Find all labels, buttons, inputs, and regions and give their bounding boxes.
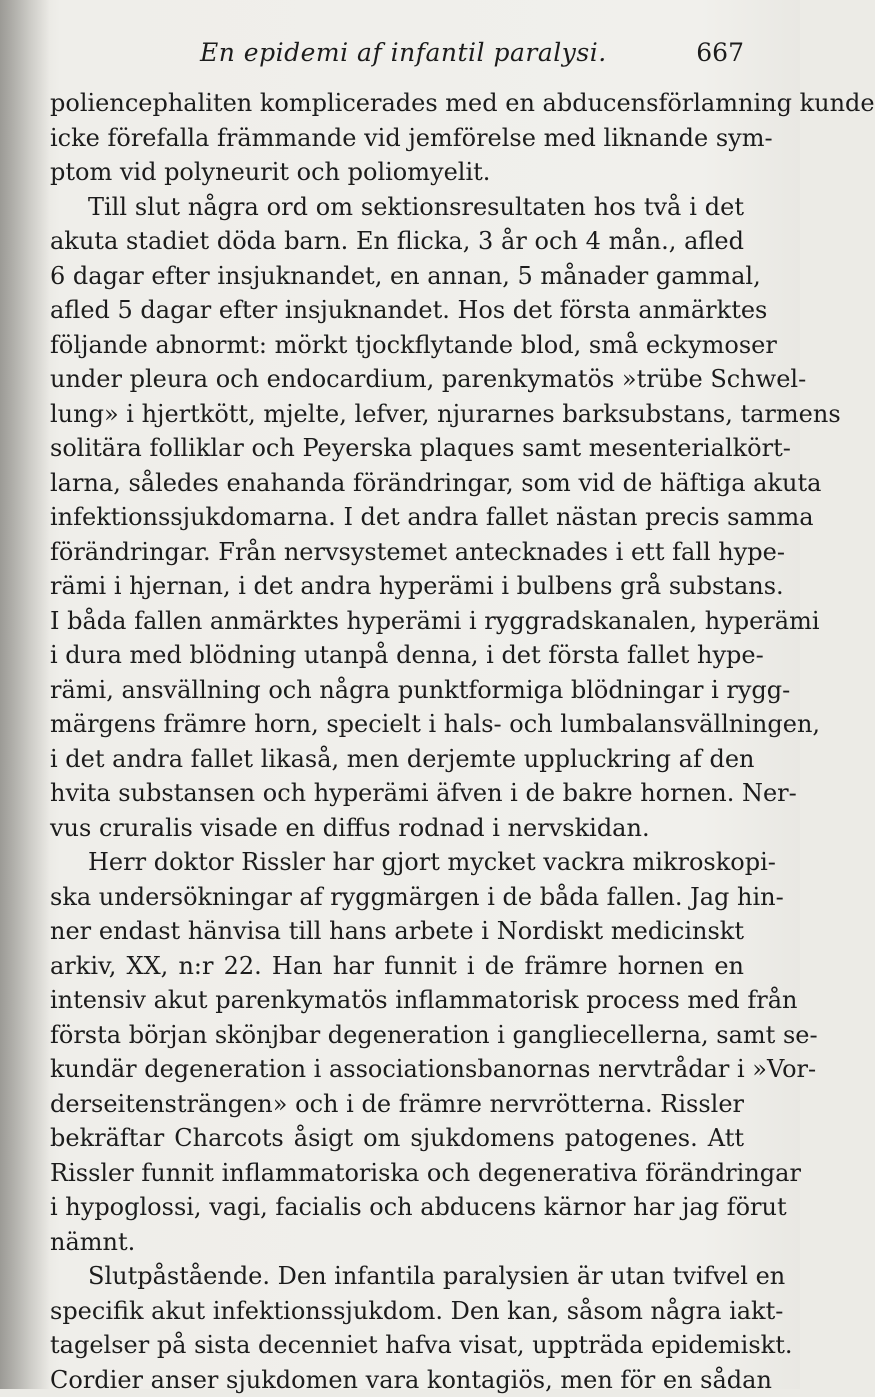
text-line: i dura med blödning utanpå denna, i det första fallet hype- (50, 638, 744, 673)
text-line: solitära folliklar och Peyerska plaques samt mesenterialkört- (50, 431, 744, 466)
text-line: märgens främre horn, specielt i hals- och lumbalansvällningen, (50, 707, 744, 742)
text-line: akuta stadiet döda barn. En flicka, 3 år och 4 mån., afled (50, 224, 744, 259)
text-line: 6 dagar efter insjuknandet, en annan, 5 månader gammal, (50, 259, 744, 294)
text-line: ner endast hänvisa till hans arbete i Nordiskt medicinskt (50, 914, 744, 949)
text-line: kundär degeneration i associationsbanornas nervtrådar i »Vor- (50, 1052, 744, 1087)
text-line: arkiv, XX, n:r 22. Han har funnit i de främre hornen en (50, 949, 744, 984)
text-line: under pleura och endocardium, parenkymatös »trübe Schwel- (50, 362, 744, 397)
text-line: förändringar. Från nervsystemet antecknades i ett fall hype- (50, 535, 744, 570)
page-number: 667 (696, 38, 744, 67)
text-line: rämi, ansvällning och några punktformiga blödningar i rygg- (50, 673, 744, 708)
running-title: En epidemi af infantil paralysi. (200, 38, 607, 67)
text-line: bekräftar Charcots åsigt om sjukdomens patogenes. Att (50, 1121, 744, 1156)
text-line: poliencephaliten komplicerades med en abducensförlamning kunde (50, 86, 744, 121)
text-line: intensiv akut parenkymatös inflammatorisk process med från (50, 983, 744, 1018)
text-line: första början skönjbar degeneration i gangliecellerna, samt se- (50, 1018, 744, 1053)
spine-shadow (0, 0, 50, 1389)
running-head (50, 30, 744, 74)
text-line: afled 5 dagar efter insjuknandet. Hos det första anmärktes (50, 293, 744, 328)
text-line: larna, således enahanda förändringar, som vid de häftiga akuta (50, 466, 744, 501)
text-line: Herr doktor Rissler har gjort mycket vackra mikroskopi- (50, 845, 744, 880)
text-line: tagelser på sista decenniet hafva visat, uppträda epidemiskt. (50, 1328, 744, 1363)
text-line: följande abnormt: mörkt tjockflytande blod, små eckymoser (50, 328, 744, 363)
text-line: ska undersökningar af ryggmärgen i de båda fallen. Jag hin- (50, 880, 744, 915)
text-line: vus cruralis visade en diffus rodnad i nervskidan. (50, 811, 744, 846)
text-line: Slutpåstående. Den infantila paralysien är utan tvifvel en (50, 1259, 744, 1294)
text-line: i det andra fallet likaså, men derjemte uppluckring af den (50, 742, 744, 777)
body-text (50, 86, 744, 1397)
text-line: icke förefalla främmande vid jemförelse med liknande sym- (50, 121, 744, 156)
text-line: specifik akut infektionssjukdom. Den kan, såsom några iakt- (50, 1294, 744, 1329)
text-line: ptom vid polyneurit och poliomyelit. (50, 155, 744, 190)
text-line: Cordier anser sjukdomen vara kontagiös, men för en sådan (50, 1363, 744, 1397)
text-line: Rissler funnit inflammatoriska och degenerativa förändringar (50, 1156, 744, 1191)
text-line: i hypoglossi, vagi, facialis och abducens kärnor har jag förut (50, 1190, 744, 1225)
text-line: infektionssjukdomarna. I det andra fallet nästan precis samma (50, 500, 744, 535)
text-line: nämnt. (50, 1225, 744, 1260)
text-line: Till slut några ord om sektionsresultaten hos två i det (50, 190, 744, 225)
text-line: hvita substansen och hyperämi äfven i de bakre hornen. Ner- (50, 776, 744, 811)
text-line: lung» i hjertkött, mjelte, lefver, njurarnes barksubstans, tarmens (50, 397, 744, 432)
text-line: derseitensträngen» och i de främre nervrötterna. Rissler (50, 1087, 744, 1122)
text-line: I båda fallen anmärktes hyperämi i ryggradskanalen, hyperämi (50, 604, 744, 639)
text-line: rämi i hjernan, i det andra hyperämi i bulbens grå substans. (50, 569, 744, 604)
